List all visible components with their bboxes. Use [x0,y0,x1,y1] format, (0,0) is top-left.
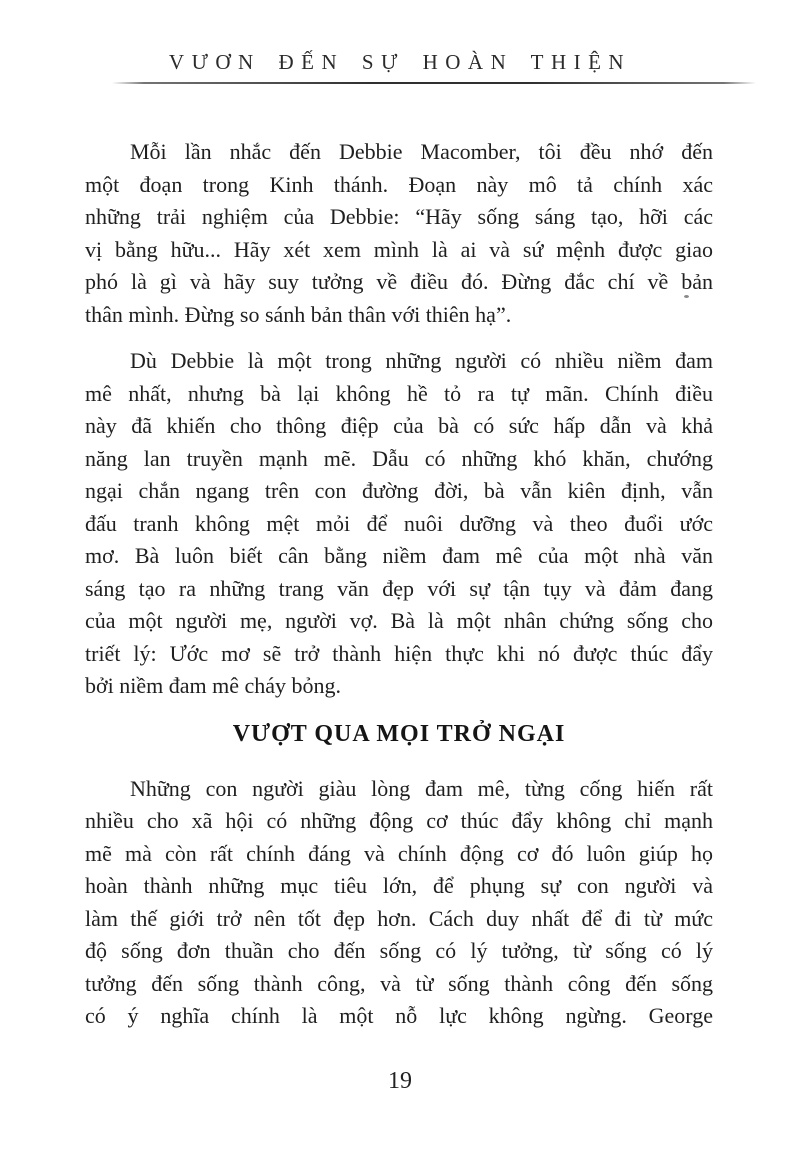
page-body [85,136,713,1047]
running-header: VƯƠN ĐẾN SỰ HOÀN THIỆN [168,50,632,74]
header-rule [112,82,756,84]
text-line: làm thế giới trở nên tốt đẹp hơn. Cách duy nhất để đi từ mức [85,905,713,931]
text-line: Những con người giàu lòng đam mê, từng cống hiến rất [130,775,713,801]
text-line: triết lý: Ước mơ sẽ trở thành hiện thực khi nó được thúc đẩy [85,640,713,666]
text-line: sáng tạo ra những trang văn đẹp với sự tận tụy và đảm đang [85,575,713,601]
text-line: mê nhất, nhưng bà lại không hề tỏ ra tự mãn. Chính điều [85,380,713,406]
paragraph [85,136,713,331]
text-line: phó là gì và hãy suy tưởng về điều đó. Đừng đắc chí về bản [85,269,713,294]
text-line: mẽ mà còn rất chính đáng và chính động cơ đó luôn giúp họ [85,840,713,866]
page-number: 19 [388,1068,412,1094]
text-line: đấu tranh không mệt mỏi để nuôi dưỡng và theo đuổi ước [85,510,713,536]
text-line: nhiều cho xã hội có những động cơ thúc đẩy không chỉ mạnh [85,808,713,833]
text-line: tưởng đến sống thành công, và từ sống thành công đến sống [85,970,713,996]
text-line: Dù Debbie là một trong những người có nhiều niềm đam [130,348,713,373]
text-line: năng lan truyền mạnh mẽ. Dẫu có những khó khăn, chướng [85,445,713,471]
text-line: mơ. Bà luôn biết cân bằng niềm đam mê của một nhà văn [85,543,713,568]
text-line: bởi niềm đam mê cháy bỏng. [85,673,342,698]
scan-speck [684,295,689,298]
text-line: Mỗi lần nhắc đến Debbie Macomber, tôi đều nhớ đến [130,139,713,164]
text-line: những trải nghiệm của Debbie: “Hãy sống sáng tạo, hỡi các [85,204,713,229]
text-line: độ sống đơn thuần cho đến sống có lý tưởng, từ sống có lý [85,938,713,963]
text-line: một đoạn trong Kinh thánh. Đoạn này mô tả chính xác [85,171,713,197]
text-line: có ý nghĩa chính là một nỗ lực không ngừng. George [85,1003,713,1028]
text-line: thân mình. Đừng so sánh bản thân với thiên hạ”. [85,301,512,327]
text-line: của một người mẹ, người vợ. Bà là một nhân chứng sống cho [85,608,713,633]
paragraph [85,773,713,1033]
text-line: ngại chắn ngang trên con đường đời, bà vẫn kiên định, vẫn [85,478,713,503]
text-line: hoàn thành những mục tiêu lớn, để phụng sự con người và [85,873,713,898]
text-line: vị bằng hữu... Hãy xét xem mình là ai và sứ mệnh được giao [85,236,713,262]
section-heading: VƯỢT QUA MỌI TRỞ NGẠI [232,720,566,747]
paragraph [85,345,713,703]
text-line: này đã khiến cho thông điệp của bà có sức hấp dẫn và khả [85,413,713,438]
